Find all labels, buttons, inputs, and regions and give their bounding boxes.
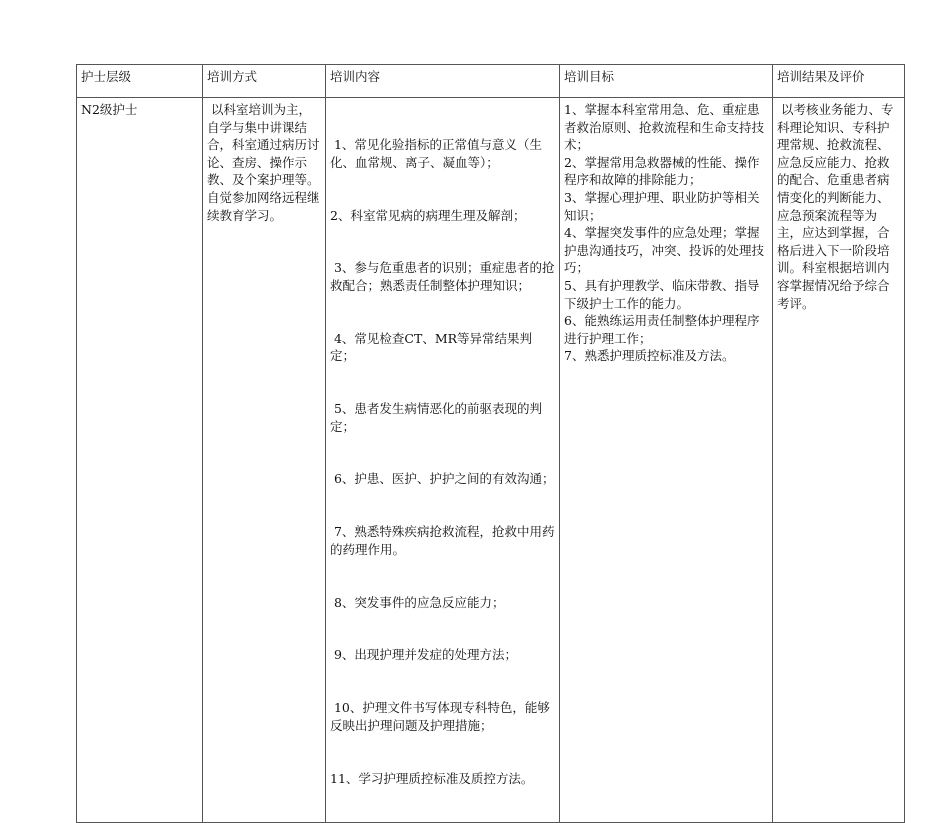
table-row xyxy=(77,98,905,823)
cell-nurse-level: N2级护士 xyxy=(77,98,203,823)
content-item: 4、常见检查CT、MR等异常结果判定； xyxy=(330,330,533,364)
goal-item: 1、掌握本科室常用急、危、重症患者救治原则、抢救流程和生命支持技术； xyxy=(564,102,765,153)
training-plan-table xyxy=(76,64,905,823)
content-item: 2、科室常见病的病理生理及解剖； xyxy=(330,207,526,223)
content-item: 9、出现护理并发症的处理方法； xyxy=(330,647,517,663)
goal-item: 6、能熟练运用责任制整体护理程序进行护理工作； xyxy=(564,313,760,346)
header-training-goals: 培训目标 xyxy=(560,65,773,98)
cell-training-content xyxy=(326,98,560,823)
cell-training-method: 以科室培训为主，自学与集中讲课结合，科室通过病历讨论、查房、操作示教、及个案护理等。自觉参加网络远程继续教育学习。 xyxy=(203,98,326,823)
goal-item: 7、熟悉护理质控标准及方法。 xyxy=(564,348,735,364)
content-item: 11、学习护理质控标准及质控方法。 xyxy=(330,770,534,786)
goal-item: 4、掌握突发事件的应急处理；掌握护患沟通技巧，冲突、投诉的处理技巧； xyxy=(564,225,765,276)
content-item: 6、护患、医护、护护之间的有效沟通； xyxy=(330,471,555,487)
cell-training-evaluation: 以考核业务能力、专科理论知识、专科护理常规、抢救流程、应急反应能力、抢救的配合、危重患者病情变化的判断能力、应急预案流程等为主，应达到掌握，合格后进入下一阶段培训。科室根据培训内容掌握情况给予综合考评。 xyxy=(773,98,905,823)
content-item: 8、突发事件的应急反应能力； xyxy=(330,594,505,610)
content-item: 7、熟悉特殊疾病抢救流程，抢救中用药的药理作用。 xyxy=(330,524,555,557)
goal-item: 3、掌握心理护理、职业防护等相关知识； xyxy=(564,189,760,223)
content-item: 10、护理文件书写体现专科特色，能够反映出护理问题及护理措施； xyxy=(330,700,550,733)
cell-training-goals xyxy=(560,98,773,823)
table-header-row xyxy=(77,65,905,98)
content-item: 5、患者发生病情恶化的前驱表现的判定； xyxy=(330,401,542,434)
goal-item: 5、具有护理教学、临床带教、指导下级护士工作的能力。 xyxy=(564,277,760,311)
header-training-evaluation: 培训结果及评价 xyxy=(773,65,905,98)
header-training-method: 培训方式 xyxy=(203,65,326,98)
content-item: 1、常见化验指标的正常值与意义（生化、血常规、离子、凝血等）； xyxy=(330,137,542,170)
content-item: 3、参与危重患者的识别；重症患者的抢救配合；熟悉责任制整体护理知识； xyxy=(330,260,555,293)
goal-item: 2、掌握常用急救器械的性能、操作程序和故障的排除能力； xyxy=(564,154,760,188)
header-training-content: 培训内容 xyxy=(326,65,560,98)
header-nurse-level: 护士层级 xyxy=(77,65,203,98)
